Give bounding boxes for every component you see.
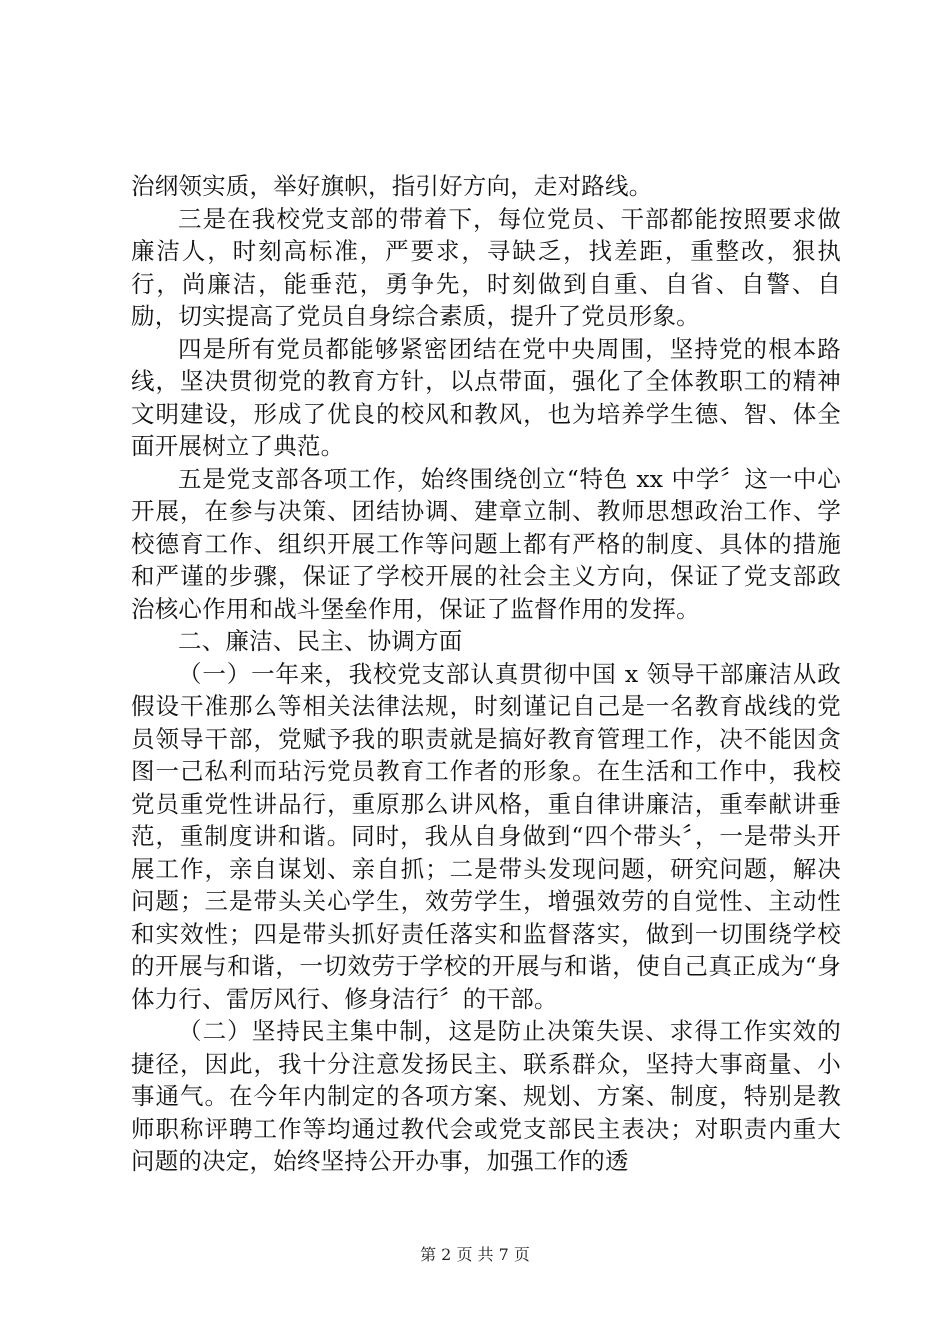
paragraph: （二）坚持民主集中制，这是防止决策失误、求得工作实效的捷径，因此，我十分注意发扬民主、联系群众，坚持大事商量、小事通气。在今年内制定的各项方案、规划、方案、制度，特别是教师职称评聘工作等均通过教代会或党支部民主表决；对职责内重大问题的决定，始终坚持公开办事，加强工作的透 — [131, 1017, 841, 1175]
paragraph: 四是所有党员都能够紧密团结在党中央周围，坚持党的根本路线，坚决贯彻党的教育方针，以点带面，强化了全体教职工的精神文明建设，形成了优良的校风和教风，也为培养学生德、智、体全面开展树立了典范。 — [131, 334, 841, 460]
paragraph: （一）一年来，我校党支部认真贯彻中国 x 领导干部廉洁从政假设干准那么等相关法律法规，时刻谨记自己是一名教育战线的党员领导干部，党赋予我的职责就是搞好教育管理工作，决不能因贪图一己私利而玷污党员教育工作者的形象。在生活和工作中，我校党员重党性讲品行，重原那么讲风格，重自律讲廉洁，重奉献讲垂范，重制度讲和谐。同时，我从自身做到“四个带头〞，一是带头开展工作，亲自谋划、亲自抓；二是带头发现问题，研究问题，解决问题；三是带头关心学生，效劳学生，增强效劳的自觉性、主动性和实效性；四是带头抓好责任落实和监督落实，做到一切围绕学校的开展与和谐，一切效劳于学校的开展与和谐，使自己真正成为“身体力行、雷厉风行、修身洁行〞的干部。 — [131, 659, 841, 1013]
paragraph: 五是党支部各项工作，始终围绕创立“特色 xx 中学〞这一中心开展，在参与决策、团结协调、建章立制、教师思想政治工作、学校德育工作、组织开展工作等问题上都有严格的制度、具体的措施和严谨的步骤，保证了学校开展的社会主义方向，保证了党支部政治核心作用和战斗堡垒作用，保证了监督作用的发挥。 — [131, 464, 841, 623]
paragraph: 三是在我校党支部的带着下，每位党员、干部都能按照要求做廉洁人，时刻高标准，严要求，寻缺乏，找差距，重整改，狠执行，尚廉洁，能垂范，勇争先，时刻做到自重、自省、自警、自励，切实提高了党员自身综合素质，提升了党员形象。 — [131, 204, 841, 330]
document-body — [131, 170, 841, 1178]
paragraph: 治纲领实质，举好旗帜，指引好方向，走对路线。 — [131, 172, 653, 200]
section-heading: 二、廉洁、民主、协调方面 — [178, 627, 463, 655]
page-footer: 第 2 页 共 7 页 — [420, 1245, 530, 1264]
